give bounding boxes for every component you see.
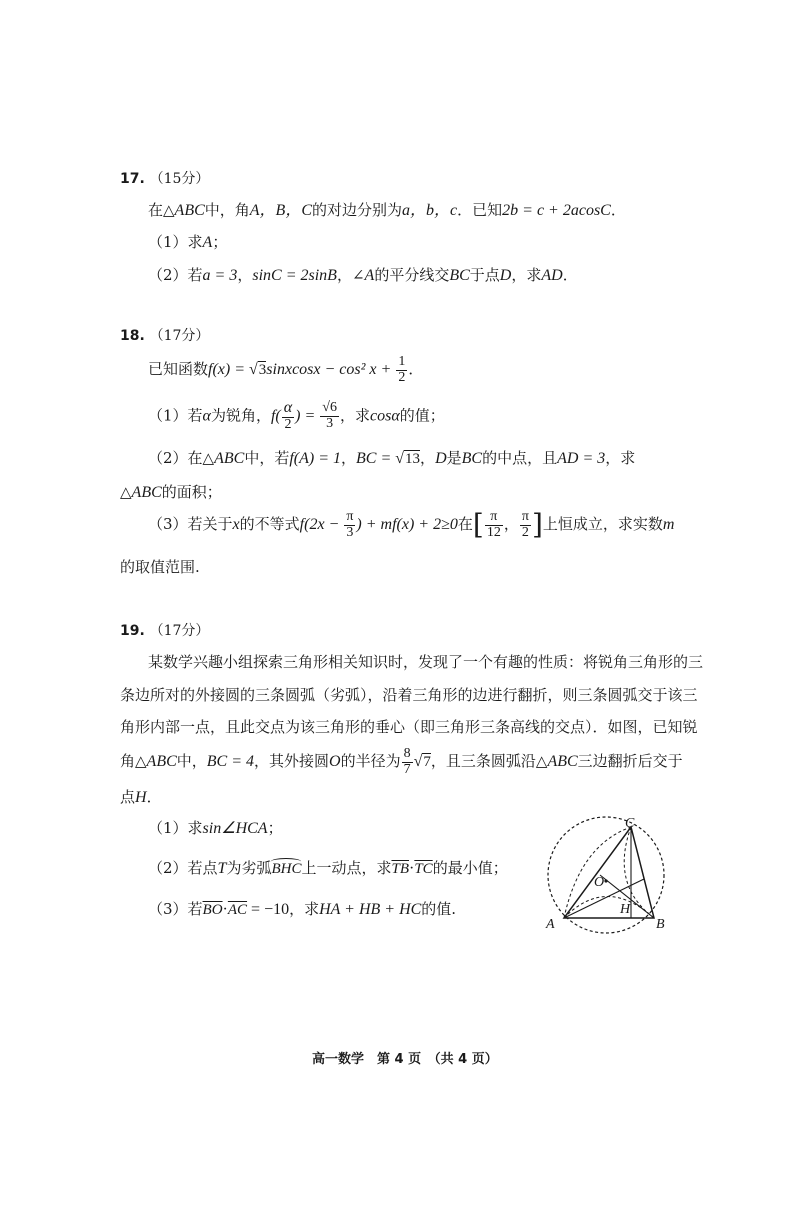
q17-part2-var: BC xyxy=(449,267,470,284)
q19-line2: 条边所对的外接圆的三条圆弧（劣弧），沿着三角形的边进行翻折，则三条圆弧交于该三 xyxy=(120,686,698,704)
q18-part3-text: 的不等式 xyxy=(239,515,300,534)
fraction-numerator: π xyxy=(521,509,529,524)
q17-equation: 2b = c + 2acosC xyxy=(502,202,611,219)
q19-part3-expr: = −10 xyxy=(247,901,290,918)
q18-number: 18. xyxy=(120,328,145,344)
q17-stem-text: 在△ xyxy=(148,201,175,219)
interval-right-bracket: ] xyxy=(531,508,543,542)
q17-stem-text: 的对边分别为 xyxy=(312,201,403,219)
label-h: H xyxy=(620,902,631,917)
q19-part2-arc: BHC xyxy=(271,861,302,877)
label-b: B xyxy=(656,917,665,932)
q18-part2-text: 是 xyxy=(446,449,462,467)
q19-part2-dot: · xyxy=(409,860,415,877)
q18-part2-text: ， xyxy=(341,449,357,467)
q17-part2-text: ， xyxy=(237,266,253,284)
fraction-denominator: 2 xyxy=(521,524,529,540)
q19-text: 三边翻折后交于 xyxy=(577,752,683,771)
q18-part2-var: D xyxy=(435,450,447,467)
fraction-numerator: 1 xyxy=(398,354,406,369)
q18-part3-expr: ) + mf(x) + 2≥0 xyxy=(356,516,458,534)
q19-part2-text: 的最小值； xyxy=(432,859,508,877)
q17-part2-text: 的平分线交 xyxy=(374,266,450,284)
q18-part3 xyxy=(148,510,674,540)
q17-part2-label: （2）若 xyxy=(148,266,203,284)
q17-part1-label: （1）求 xyxy=(148,233,203,251)
q17-number: 17. xyxy=(120,171,145,187)
q18-part2-text: 中，若 xyxy=(244,449,290,467)
q18-part2-text: △ xyxy=(120,483,132,501)
q18-part2-label: （2）在△ xyxy=(148,449,215,467)
q18-part2-text: ，求 xyxy=(605,449,636,467)
q17-part2-var: A xyxy=(364,267,375,284)
q19-text: 点 xyxy=(120,788,136,806)
q18-part3-text: ， xyxy=(503,515,519,534)
q19-var: H xyxy=(135,789,147,806)
q18-part2-var: BC xyxy=(461,450,483,467)
q19-var: ABC xyxy=(146,753,177,771)
fraction-denominator: 2 xyxy=(398,369,406,385)
q17-part2-var: D xyxy=(499,267,512,284)
q18-function: f(x) = xyxy=(208,361,250,379)
q19-part3-dot: · xyxy=(222,901,228,918)
q18-part3-var: m xyxy=(662,516,675,534)
q18-part2-expr: f(A) = 1 xyxy=(289,450,341,467)
q18-part3-pi-fraction xyxy=(344,510,355,540)
q19-text: 中， xyxy=(176,752,207,771)
q19-part1-text: ； xyxy=(267,819,283,837)
q17-part2 xyxy=(148,264,578,285)
q19-part2-text: 上一动点，求 xyxy=(301,859,392,877)
q19-line1: 某数学兴趣小组探索三角形相关知识时，发现了一个有趣的性质：将锐角三角形的三 xyxy=(148,653,704,671)
q19-line5 xyxy=(120,786,162,807)
q19-part2-vector: $\overline{TC}$ xyxy=(414,861,433,877)
q19-text: ，其外接圆 xyxy=(254,752,330,771)
q18-part1 xyxy=(148,400,445,432)
q18-part1-text: 的值； xyxy=(399,406,445,425)
q19-part2-label: （2）若点 xyxy=(148,859,218,877)
q19-part3-label: （3）若 xyxy=(148,900,203,918)
q17-stem xyxy=(148,197,626,220)
q19-radius-fraction xyxy=(402,747,413,777)
fraction-denominator: 3 xyxy=(346,524,354,540)
q17-part2-text: 于点 xyxy=(469,266,500,284)
fraction-numerator: √6 xyxy=(322,400,337,416)
q18-stem-text: 已知函数 xyxy=(148,360,209,379)
q17-part1-var: A xyxy=(202,234,213,251)
q18-part1-expr: ) = xyxy=(295,407,320,425)
q19-expr: BC = 4 xyxy=(206,753,255,771)
q19-sqrt: 7 xyxy=(423,754,431,771)
q19-text: ． xyxy=(146,788,162,806)
fraction-denominator: 2 xyxy=(284,416,292,432)
q18-part2-cont xyxy=(120,481,222,502)
q19-line4 xyxy=(120,747,683,777)
q19-part3-vector: $\overline{AC}$ xyxy=(227,902,248,918)
q19-var: O xyxy=(329,753,341,771)
q18-part3-var: x xyxy=(232,516,240,534)
q17-stem-text: 中，角 xyxy=(204,201,250,219)
q19-part1-label: （1）求 xyxy=(148,819,203,837)
q17-part2-text: ． xyxy=(562,266,578,284)
q18-part3-cont xyxy=(120,556,200,577)
q18-part1-text: 为锐角， xyxy=(210,406,271,425)
q19-part3-text: ，求 xyxy=(289,900,320,918)
fraction-denominator: 12 xyxy=(486,524,501,540)
q18-part2-var: ABC xyxy=(214,450,245,467)
triangle-circle-figure xyxy=(540,815,680,945)
q18-part1-value-fraction xyxy=(320,401,339,431)
sqrt-symbol: √ xyxy=(249,361,258,379)
q18-header xyxy=(120,325,209,345)
fraction-numerator: 8 xyxy=(403,746,411,761)
q18-stem-text: ． xyxy=(408,360,424,379)
q18-part2 xyxy=(148,447,635,468)
q17-score: （15分） xyxy=(149,171,210,187)
q18-part1-expr: f( xyxy=(270,407,281,425)
q18-part3-text: 上恒成立，求实数 xyxy=(542,515,663,534)
sqrt-symbol: √ xyxy=(395,450,405,467)
q19-number: 19. xyxy=(120,623,145,639)
label-c: C xyxy=(625,816,635,831)
fraction-numerator: α xyxy=(283,399,293,416)
fraction-numerator: π xyxy=(346,509,354,524)
q17-sides: a，b，c xyxy=(402,202,458,219)
label-o: O xyxy=(594,875,605,890)
q18-part1-var: α xyxy=(202,407,211,425)
q19-line3: 角形内部一点，且此交点为该三角形的垂心（即三角形三条高线的交点）．如图，已知锐 xyxy=(120,718,698,736)
q18-part3-text: 在 xyxy=(457,515,473,534)
interval-left-bracket: [ xyxy=(472,508,484,542)
q19-header xyxy=(120,620,209,640)
q18-part2-var: ABC xyxy=(131,484,162,501)
q19-part2 xyxy=(148,857,508,878)
q19-score: （17分） xyxy=(149,623,210,639)
q17-triangle: ABC xyxy=(174,202,205,219)
q18-half-fraction xyxy=(396,355,407,385)
q18-part3-upper-fraction xyxy=(520,510,531,540)
q18-stem xyxy=(148,355,423,385)
q18-part1-expr: cosα xyxy=(369,407,400,425)
q19-text: ，且三条圆弧沿△ xyxy=(430,752,548,771)
q18-part2-expr: BC = xyxy=(356,450,396,467)
q18-function: sinxcosx − cos² x + xyxy=(266,361,396,379)
fraction-denominator: 7 xyxy=(403,761,411,777)
q17-stem-text: ． xyxy=(610,201,626,219)
q18-part2-text: 的中点，且 xyxy=(482,449,558,467)
q18-part3-lower-fraction xyxy=(485,510,503,540)
q19-part1-expr: sin∠HCA xyxy=(202,820,268,837)
q17-part2-eq: a = 3 xyxy=(202,267,238,284)
q19-part2-vector: $\overline{TB}$ xyxy=(391,861,409,877)
fraction-numerator: π xyxy=(485,510,503,526)
q19-part2-var: T xyxy=(217,860,227,877)
q17-part2-var: AD xyxy=(541,267,563,284)
q19-part3 xyxy=(148,898,456,919)
center-point-o xyxy=(604,879,607,882)
q17-part2-eq: sinC = 2sinB xyxy=(252,267,337,284)
q18-part3-expr: f(2x − xyxy=(299,516,344,534)
q19-part3-text: 的值. xyxy=(421,900,457,918)
q18-part3-text: 的取值范围. xyxy=(120,558,200,576)
q18-part2-sqrt: 13 xyxy=(405,451,421,467)
q18-sqrt: 3 xyxy=(258,362,267,379)
q17-part2-text: ，求 xyxy=(511,266,542,284)
q17-part1 xyxy=(148,231,227,252)
q17-part1-text: ； xyxy=(212,233,228,251)
q18-score: （17分） xyxy=(149,328,210,344)
q17-stem-text: ．已知 xyxy=(457,201,503,219)
q19-text: 角△ xyxy=(120,752,147,771)
q18-part3-label: （3）若关于 xyxy=(148,515,233,534)
q18-part2-expr: AD = 3 xyxy=(557,450,606,467)
q19-part3-vector: $\overline{BO}$ xyxy=(202,902,223,918)
label-a: A xyxy=(546,917,555,932)
q17-part2-text: ，∠ xyxy=(336,266,365,284)
q18-part2-text: ， xyxy=(420,449,436,467)
sqrt-symbol: √ xyxy=(413,753,423,771)
q18-part1-label: （1）若 xyxy=(148,406,203,425)
q19-part1 xyxy=(148,817,283,838)
page-footer: 高一数学 第 4 页 （共 4 页） xyxy=(312,1052,498,1067)
q19-part2-text: 为劣弧 xyxy=(226,859,272,877)
q18-part1-text: ，求 xyxy=(339,406,370,425)
q17-header xyxy=(120,168,209,188)
q19-text: 的半径为 xyxy=(340,752,401,771)
q18-part1-arg-fraction xyxy=(282,400,294,432)
triangle-abc xyxy=(564,827,654,918)
q19-part3-expr: HA + HB + HC xyxy=(319,901,422,918)
q19-var: ABC xyxy=(547,753,578,771)
q17-vars: A，B，C xyxy=(249,202,313,219)
q18-part2-text: 的面积； xyxy=(161,483,222,501)
fraction-denominator: 3 xyxy=(326,415,334,431)
